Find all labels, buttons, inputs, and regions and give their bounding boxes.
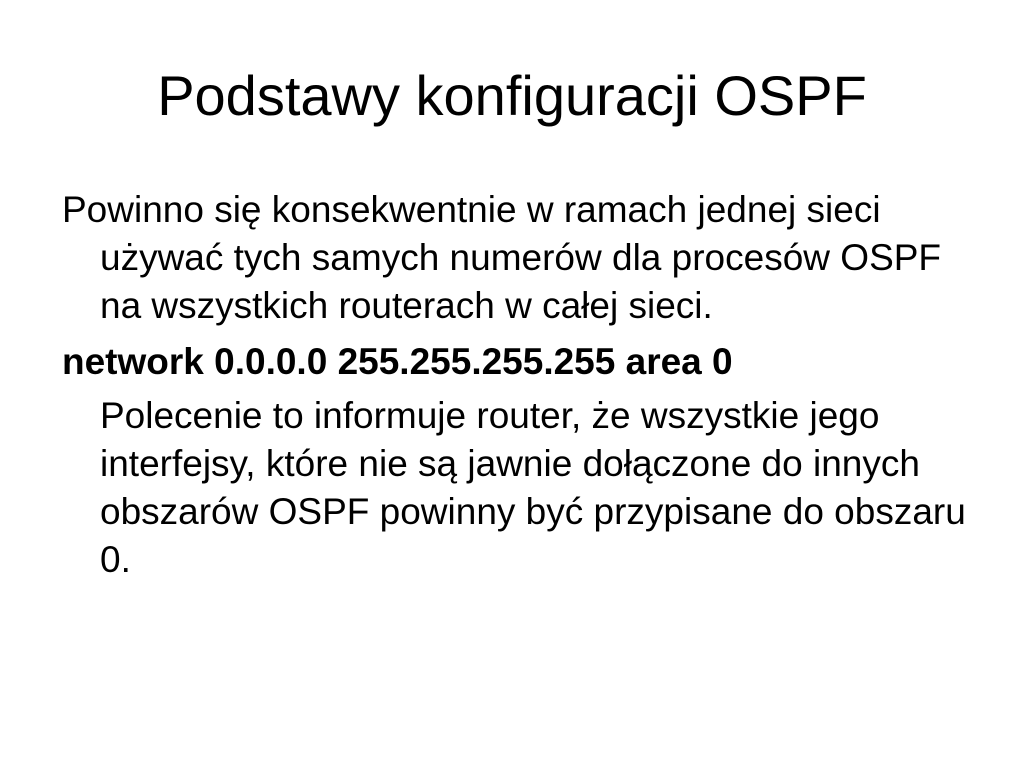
command-line: network 0.0.0.0 255.255.255.255 area 0 bbox=[62, 341, 733, 382]
slide-body bbox=[62, 186, 982, 584]
intro-paragraph: Powinno się konsekwentnie w ramach jednej sieci używać tych samych numerów dla procesów OSPF na wszystkich routerach w całej sieci. bbox=[62, 189, 942, 326]
slide-title: Podstawy konfiguracji OSPF bbox=[157, 64, 867, 127]
explanation-paragraph: Polecenie to informuje router, że wszystkie jego interfejsy, które nie są jawnie dołączone do innych obszarów OSPF powinny być przypisane do obszaru 0. bbox=[100, 395, 966, 580]
